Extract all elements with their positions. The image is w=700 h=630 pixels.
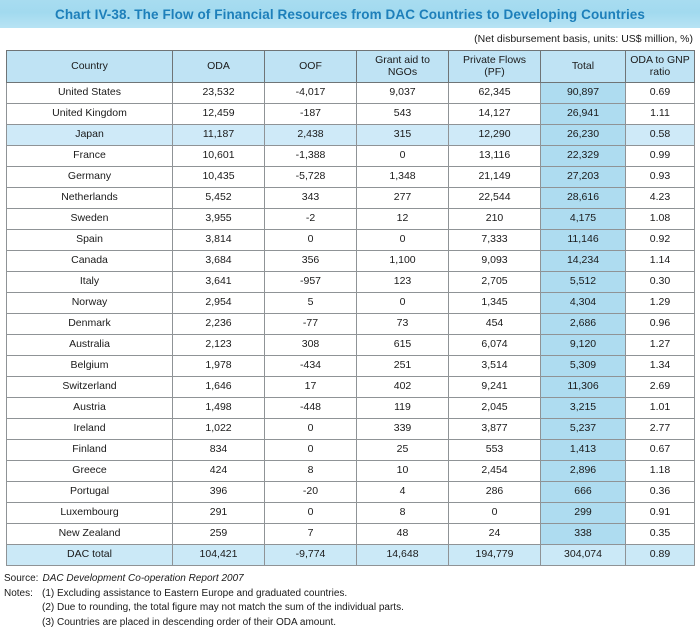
note-line-2 (4, 601, 700, 616)
cell-oda-gnp-ratio: 2.69 (626, 377, 695, 398)
cell-grant-aid-ngos: 315 (357, 125, 449, 146)
cell-oda: 23,532 (173, 83, 265, 104)
table-row (7, 125, 695, 146)
cell-country: Austria (7, 398, 173, 419)
cell-grant-aid-ngos: 402 (357, 377, 449, 398)
cell-oof: -77 (265, 314, 357, 335)
cell-oda-gnp-ratio: 1.14 (626, 251, 695, 272)
title-banner (0, 0, 700, 28)
cell-oda-gnp-ratio: 2.77 (626, 419, 695, 440)
cell-country: Italy (7, 272, 173, 293)
cell-oda-gnp-ratio: 0.99 (626, 146, 695, 167)
note-3-text: (3) Countries are placed in descending order of their ODA amount. (42, 616, 336, 630)
cell-oda: 1,498 (173, 398, 265, 419)
note-line-3 (4, 616, 700, 630)
cell-oda-gnp-ratio: 1.11 (626, 104, 695, 125)
footer-notes (0, 566, 700, 630)
cell-total: 5,309 (541, 356, 626, 377)
cell-oof: -434 (265, 356, 357, 377)
cell-private-flows: 9,241 (449, 377, 541, 398)
cell-private-flows: 22,544 (449, 188, 541, 209)
cell-total: 11,306 (541, 377, 626, 398)
cell-oof: 0 (265, 503, 357, 524)
column-header-private-flows-line1: Private Flows (463, 54, 526, 66)
cell-private-flows: 7,333 (449, 230, 541, 251)
cell-grant-aid-ngos: 10 (357, 461, 449, 482)
column-header-total: Total (541, 51, 626, 83)
cell-oof: -1,388 (265, 146, 357, 167)
note-2-text: (2) Due to rounding, the total figure may not match the sum of the individual parts. (42, 601, 404, 616)
cell-oda-gnp-ratio: 0.58 (626, 125, 695, 146)
column-header-private-flows (449, 51, 541, 83)
cell-oof: 5 (265, 293, 357, 314)
cell-oda-gnp-ratio: 1.08 (626, 209, 695, 230)
cell-grant-aid-ngos: 0 (357, 230, 449, 251)
cell-total-private-flows: 194,779 (449, 545, 541, 566)
cell-total: 338 (541, 524, 626, 545)
cell-oof: -20 (265, 482, 357, 503)
cell-oda-gnp-ratio: 4.23 (626, 188, 695, 209)
table-body (7, 83, 695, 566)
cell-total-grant-aid-ngos: 14,648 (357, 545, 449, 566)
cell-total: 666 (541, 482, 626, 503)
cell-oda: 5,452 (173, 188, 265, 209)
table-container (0, 50, 700, 566)
table-row (7, 293, 695, 314)
cell-oda: 10,435 (173, 167, 265, 188)
cell-total: 4,175 (541, 209, 626, 230)
cell-country: Ireland (7, 419, 173, 440)
cell-country: New Zealand (7, 524, 173, 545)
cell-oof: 8 (265, 461, 357, 482)
cell-oda-gnp-ratio: 0.35 (626, 524, 695, 545)
cell-private-flows: 2,705 (449, 272, 541, 293)
cell-private-flows: 24 (449, 524, 541, 545)
cell-oda: 2,123 (173, 335, 265, 356)
cell-oda-gnp-ratio: 0.67 (626, 440, 695, 461)
cell-oof: -187 (265, 104, 357, 125)
cell-grant-aid-ngos: 251 (357, 356, 449, 377)
cell-country: Switzerland (7, 377, 173, 398)
cell-private-flows: 454 (449, 314, 541, 335)
column-header-grant-aid-ngos-line2: NGOs (388, 66, 417, 78)
cell-oda-gnp-ratio: 1.18 (626, 461, 695, 482)
cell-oda: 1,646 (173, 377, 265, 398)
cell-grant-aid-ngos: 1,100 (357, 251, 449, 272)
note-line-1 (4, 587, 700, 602)
cell-country: Belgium (7, 356, 173, 377)
cell-total-oda: 104,421 (173, 545, 265, 566)
cell-oda-gnp-ratio: 0.93 (626, 167, 695, 188)
table-row (7, 209, 695, 230)
cell-oda-gnp-ratio: 1.27 (626, 335, 695, 356)
cell-oof: -448 (265, 398, 357, 419)
cell-country: Luxembourg (7, 503, 173, 524)
cell-oda-gnp-ratio: 0.30 (626, 272, 695, 293)
cell-oof: 2,438 (265, 125, 357, 146)
table-row (7, 398, 695, 419)
column-header-grant-aid-ngos-line1: Grant aid to (375, 54, 430, 66)
cell-grant-aid-ngos: 0 (357, 293, 449, 314)
cell-oda: 2,954 (173, 293, 265, 314)
cell-total: 9,120 (541, 335, 626, 356)
cell-country: Japan (7, 125, 173, 146)
cell-oof: 7 (265, 524, 357, 545)
cell-grant-aid-ngos: 8 (357, 503, 449, 524)
cell-oda-gnp-ratio: 0.36 (626, 482, 695, 503)
cell-grant-aid-ngos: 277 (357, 188, 449, 209)
cell-oda-gnp-ratio: 0.96 (626, 314, 695, 335)
cell-total: 1,413 (541, 440, 626, 461)
financial-flows-table (6, 50, 695, 566)
column-header-oda-gnp-ratio-line2: ratio (650, 66, 670, 78)
cell-oda: 291 (173, 503, 265, 524)
table-row (7, 104, 695, 125)
cell-total: 90,897 (541, 83, 626, 104)
cell-private-flows: 14,127 (449, 104, 541, 125)
cell-private-flows: 2,045 (449, 398, 541, 419)
cell-grant-aid-ngos: 123 (357, 272, 449, 293)
cell-grant-aid-ngos: 615 (357, 335, 449, 356)
column-header-grant-aid-ngos (357, 51, 449, 83)
table-total-row (7, 545, 695, 566)
cell-oof: 356 (265, 251, 357, 272)
cell-oda: 834 (173, 440, 265, 461)
table-row (7, 482, 695, 503)
cell-private-flows: 3,514 (449, 356, 541, 377)
cell-grant-aid-ngos: 12 (357, 209, 449, 230)
table-row (7, 230, 695, 251)
cell-total: 14,234 (541, 251, 626, 272)
table-header (7, 51, 695, 83)
table-row (7, 167, 695, 188)
cell-private-flows: 9,093 (449, 251, 541, 272)
cell-private-flows: 62,345 (449, 83, 541, 104)
cell-oda: 424 (173, 461, 265, 482)
cell-total: 11,146 (541, 230, 626, 251)
cell-country: Sweden (7, 209, 173, 230)
cell-oof: -957 (265, 272, 357, 293)
source-value: DAC Development Co-operation Report 2007 (42, 572, 243, 587)
cell-oda-gnp-ratio: 1.29 (626, 293, 695, 314)
cell-country: Finland (7, 440, 173, 461)
cell-private-flows: 12,290 (449, 125, 541, 146)
cell-oof: 343 (265, 188, 357, 209)
column-header-oda-gnp-ratio (626, 51, 695, 83)
cell-oda: 3,641 (173, 272, 265, 293)
cell-country: Portugal (7, 482, 173, 503)
cell-private-flows: 0 (449, 503, 541, 524)
cell-grant-aid-ngos: 25 (357, 440, 449, 461)
cell-total: 27,203 (541, 167, 626, 188)
cell-private-flows: 1,345 (449, 293, 541, 314)
cell-private-flows: 286 (449, 482, 541, 503)
units-note: (Net disbursement basis, units: US$ million, %) (0, 28, 700, 50)
table-row (7, 251, 695, 272)
table-row (7, 503, 695, 524)
cell-oof: -4,017 (265, 83, 357, 104)
cell-grant-aid-ngos: 119 (357, 398, 449, 419)
cell-oof: -5,728 (265, 167, 357, 188)
column-header-oof: OOF (265, 51, 357, 83)
table-row (7, 314, 695, 335)
cell-country: United Kingdom (7, 104, 173, 125)
cell-grant-aid-ngos: 48 (357, 524, 449, 545)
table-row (7, 377, 695, 398)
table-header-row (7, 51, 695, 83)
cell-country: Germany (7, 167, 173, 188)
cell-oda-gnp-ratio: 1.01 (626, 398, 695, 419)
cell-total: 22,329 (541, 146, 626, 167)
cell-private-flows: 3,877 (449, 419, 541, 440)
cell-oof: 308 (265, 335, 357, 356)
cell-oda-gnp-ratio: 0.92 (626, 230, 695, 251)
table-row (7, 272, 695, 293)
cell-total: 4,304 (541, 293, 626, 314)
cell-total: 26,230 (541, 125, 626, 146)
cell-oda-gnp-ratio: 1.34 (626, 356, 695, 377)
table-row (7, 356, 695, 377)
cell-oof: -2 (265, 209, 357, 230)
cell-oda: 259 (173, 524, 265, 545)
cell-private-flows: 553 (449, 440, 541, 461)
cell-oda: 396 (173, 482, 265, 503)
cell-oda: 11,187 (173, 125, 265, 146)
cell-country: Norway (7, 293, 173, 314)
cell-grant-aid-ngos: 543 (357, 104, 449, 125)
cell-oof: 0 (265, 230, 357, 251)
cell-total: 5,237 (541, 419, 626, 440)
cell-country: United States (7, 83, 173, 104)
cell-grant-aid-ngos: 4 (357, 482, 449, 503)
cell-country: Canada (7, 251, 173, 272)
cell-oda: 12,459 (173, 104, 265, 125)
cell-country: Netherlands (7, 188, 173, 209)
cell-total: 2,686 (541, 314, 626, 335)
cell-total: 2,896 (541, 461, 626, 482)
cell-total: 5,512 (541, 272, 626, 293)
page-title: Chart IV-38. The Flow of Financial Resources from DAC Countries to Developing Countries (55, 7, 645, 22)
cell-oda-gnp-ratio: 0.91 (626, 503, 695, 524)
cell-country: Australia (7, 335, 173, 356)
cell-oda-gnp-ratio: 0.69 (626, 83, 695, 104)
cell-total: 3,215 (541, 398, 626, 419)
note-1-text: (1) Excluding assistance to Eastern Europe and graduated countries. (42, 587, 347, 602)
cell-total-oof: -9,774 (265, 545, 357, 566)
cell-oda: 1,978 (173, 356, 265, 377)
cell-country: Spain (7, 230, 173, 251)
table-row (7, 419, 695, 440)
source-line (4, 572, 700, 587)
cell-grant-aid-ngos: 0 (357, 146, 449, 167)
cell-private-flows: 210 (449, 209, 541, 230)
cell-oof: 0 (265, 440, 357, 461)
cell-oda: 3,955 (173, 209, 265, 230)
cell-total-total: 304,074 (541, 545, 626, 566)
table-row (7, 146, 695, 167)
cell-private-flows: 2,454 (449, 461, 541, 482)
cell-country: Greece (7, 461, 173, 482)
cell-oda: 1,022 (173, 419, 265, 440)
cell-oda: 10,601 (173, 146, 265, 167)
column-header-country: Country (7, 51, 173, 83)
cell-oof: 0 (265, 419, 357, 440)
cell-private-flows: 13,116 (449, 146, 541, 167)
cell-grant-aid-ngos: 9,037 (357, 83, 449, 104)
cell-total: 299 (541, 503, 626, 524)
table-row (7, 524, 695, 545)
cell-grant-aid-ngos: 1,348 (357, 167, 449, 188)
table-row (7, 188, 695, 209)
column-header-oda-gnp-ratio-line1: ODA to GNP (630, 54, 690, 66)
source-label: Source: (4, 572, 42, 587)
cell-oof: 17 (265, 377, 357, 398)
cell-oda: 3,814 (173, 230, 265, 251)
column-header-private-flows-line2: (PF) (484, 66, 504, 78)
cell-private-flows: 21,149 (449, 167, 541, 188)
notes-label: Notes: (4, 587, 42, 602)
table-row (7, 335, 695, 356)
cell-country: Denmark (7, 314, 173, 335)
cell-total: 28,616 (541, 188, 626, 209)
table-row (7, 83, 695, 104)
cell-country: France (7, 146, 173, 167)
cell-private-flows: 6,074 (449, 335, 541, 356)
table-row (7, 440, 695, 461)
cell-grant-aid-ngos: 339 (357, 419, 449, 440)
column-header-oda: ODA (173, 51, 265, 83)
cell-grant-aid-ngos: 73 (357, 314, 449, 335)
table-row (7, 461, 695, 482)
cell-total-label: DAC total (7, 545, 173, 566)
cell-total: 26,941 (541, 104, 626, 125)
cell-oda: 3,684 (173, 251, 265, 272)
cell-total-oda-gnp-ratio: 0.89 (626, 545, 695, 566)
cell-oda: 2,236 (173, 314, 265, 335)
